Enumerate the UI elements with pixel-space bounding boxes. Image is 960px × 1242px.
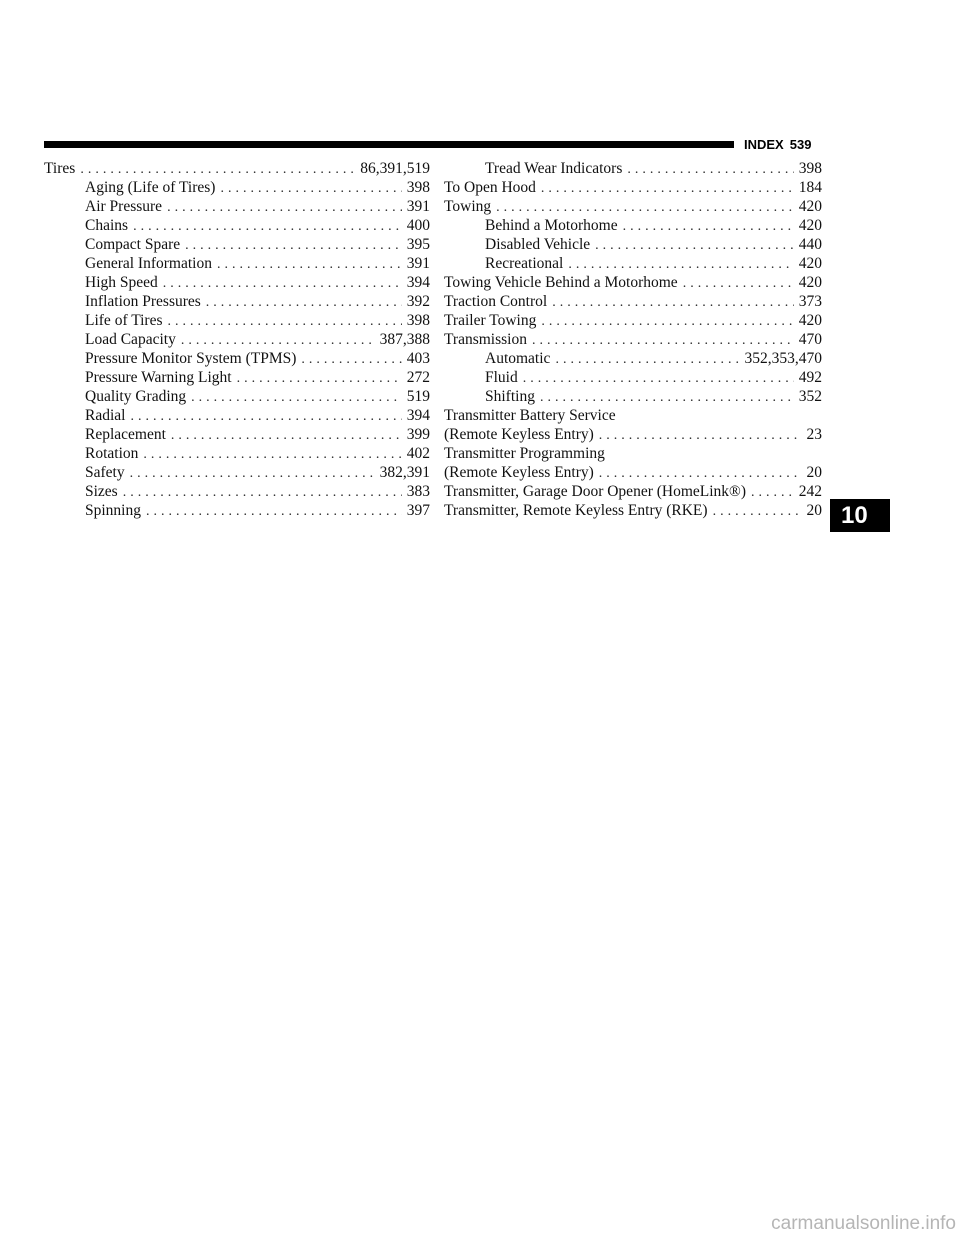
index-entry [444,425,822,444]
dot-leader [167,198,402,216]
entry-term: Transmitter Programming [444,445,605,462]
entry-term: Recreational [485,255,564,272]
entry-term: Air Pressure [85,198,163,215]
entry-term: Quality Grading [85,388,187,405]
index-subentry [44,197,430,216]
dot-leader [171,426,402,444]
entry-term: Inflation Pressures [85,293,201,310]
dot-leader [713,502,802,520]
index-subentry [44,501,430,520]
index-entry [444,311,822,330]
dot-leader [181,331,375,349]
index-entry [444,178,822,197]
dot-leader [552,293,794,311]
dot-leader [555,350,739,368]
dot-leader [143,445,401,463]
entry-page-ref: 382,391 [379,464,430,481]
entry-term: Sizes [85,483,118,500]
dot-leader [185,236,402,254]
entry-term: Transmission [444,331,527,348]
dot-leader [191,388,402,406]
dot-leader [599,426,802,444]
index-subentry [44,273,430,292]
entry-page-ref: 20 [806,502,822,519]
index-subentry [444,387,822,406]
index-subentry [44,425,430,444]
entry-term: Chains [85,217,129,234]
entry-page-ref: 400 [406,217,430,234]
entry-term: Replacement [85,426,166,443]
dot-leader [130,464,375,482]
index-subentry [444,159,822,178]
entry-term: Spinning [85,502,141,519]
entry-page-ref: 470 [798,331,822,348]
entry-term: Safety [85,464,125,481]
index-subentry [44,311,430,330]
index-column-right [444,159,822,520]
entry-page-ref: 519 [406,388,430,405]
dot-leader [523,369,794,387]
entry-page-ref: 23 [806,426,822,443]
entry-page-ref: 352,353,470 [744,350,822,367]
dot-leader [217,255,402,273]
entry-term: Traction Control [444,293,548,310]
dot-leader [532,331,794,349]
entry-term: High Speed [85,274,158,291]
index-subentry [44,463,430,482]
index-entry [444,330,822,349]
index-subentry [444,216,822,235]
entry-term: Life of Tires [85,312,163,329]
entry-term: Compact Spare [85,236,181,253]
index-subentry [444,254,822,273]
entry-term: (Remote Keyless Entry) [444,426,594,443]
entry-page-ref: 420 [798,312,822,329]
dot-leader [146,502,402,520]
entry-page-ref: 272 [406,369,430,386]
dot-leader [301,350,401,368]
entry-page-ref: 398 [406,179,430,196]
dot-leader [541,179,794,197]
entry-term: Load Capacity [85,331,176,348]
entry-page-ref: 397 [406,502,430,519]
entry-term: Aging (Life of Tires) [85,179,216,196]
entry-page-ref: 383 [406,483,430,500]
dot-leader [237,369,402,387]
dot-leader [568,255,793,273]
dot-leader [599,464,802,482]
entry-page-ref: 394 [406,274,430,291]
dot-leader [595,236,794,254]
entry-page-ref: 86,391,519 [360,160,430,177]
index-entry [444,463,822,482]
index-subentry [44,292,430,311]
dot-leader [751,483,794,501]
entry-term: Behind a Motorhome [485,217,618,234]
chapter-tab: 10 [830,499,890,532]
running-header [744,135,874,155]
index-column-left [44,159,430,520]
index-subentry [44,178,430,197]
dot-leader [541,312,793,330]
entry-page-ref: 391 [406,198,430,215]
entry-term: Shifting [485,388,535,405]
entry-page-ref: 392 [406,293,430,310]
entry-term: Transmitter Battery Service [444,407,616,424]
dot-leader [163,274,402,292]
dot-leader [80,160,355,178]
entry-term: Radial [85,407,126,424]
entry-page-ref: 402 [406,445,430,462]
entry-page-ref: 184 [798,179,822,196]
entry-term: General Information [85,255,212,272]
entry-page-ref: 420 [798,255,822,272]
entry-page-ref: 394 [406,407,430,424]
entry-page-ref: 420 [798,198,822,215]
entry-page-ref: 395 [406,236,430,253]
watermark: carmanualsonline.info [771,1213,956,1234]
index-subentry [44,387,430,406]
entry-page-ref: 387,388 [379,331,430,348]
entry-term: Transmitter, Remote Keyless Entry (RKE) [444,502,708,519]
entry-term: Fluid [485,369,518,386]
header-section-label: INDEX [744,137,784,152]
entry-page-ref: 420 [798,274,822,291]
header-rule [44,141,734,148]
dot-leader [130,407,401,425]
dot-leader [123,483,402,501]
index-subentry [44,330,430,349]
dot-leader [496,198,794,216]
entry-page-ref: 398 [798,160,822,177]
entry-term: Pressure Warning Light [85,369,232,386]
index-subentry [44,349,430,368]
entry-term: Tires [44,160,76,177]
entry-term: Towing Vehicle Behind a Motorhome [444,274,678,291]
index-subentry [444,349,822,368]
dot-leader [206,293,402,311]
entry-page-ref: 391 [406,255,430,272]
index-subentry [44,482,430,501]
entry-page-ref: 399 [406,426,430,443]
page-number: 539 [789,137,812,152]
dot-leader [540,388,794,406]
entry-page-ref: 373 [798,293,822,310]
index-entry [44,159,430,178]
entry-page-ref: 242 [798,483,822,500]
entry-page-ref: 352 [798,388,822,405]
index-subentry [444,235,822,254]
dot-leader [623,217,794,235]
index-entry [444,273,822,292]
entry-term: Rotation [85,445,139,462]
entry-term: (Remote Keyless Entry) [444,464,594,481]
index-entry [444,197,822,216]
entry-term: Pressure Monitor System (TPMS) [85,350,297,367]
entry-page-ref: 420 [798,217,822,234]
entry-term: Disabled Vehicle [485,236,591,253]
entry-term: To Open Hood [444,179,536,196]
entry-page-ref: 403 [406,350,430,367]
index-subentry [444,368,822,387]
index-entry [444,292,822,311]
index-entry [444,406,822,425]
entry-page-ref: 440 [798,236,822,253]
dot-leader [133,217,402,235]
index-subentry [44,368,430,387]
dot-leader [168,312,402,330]
index-subentry [44,406,430,425]
index-subentry [44,444,430,463]
index-entry [444,501,822,520]
entry-page-ref: 492 [798,369,822,386]
entry-term: Towing [444,198,492,215]
index-subentry [44,254,430,273]
entry-page-ref: 398 [406,312,430,329]
index-entry [444,444,822,463]
entry-term: Tread Wear Indicators [485,160,623,177]
index-entry [444,482,822,501]
entry-term: Transmitter, Garage Door Opener (HomeLink®) [444,483,746,500]
entry-term: Automatic [485,350,551,367]
index-subentry [44,235,430,254]
dot-leader [220,179,401,197]
dot-leader [683,274,794,292]
entry-page-ref: 20 [806,464,822,481]
entry-term: Trailer Towing [444,312,537,329]
dot-leader [627,160,793,178]
index-subentry [44,216,430,235]
